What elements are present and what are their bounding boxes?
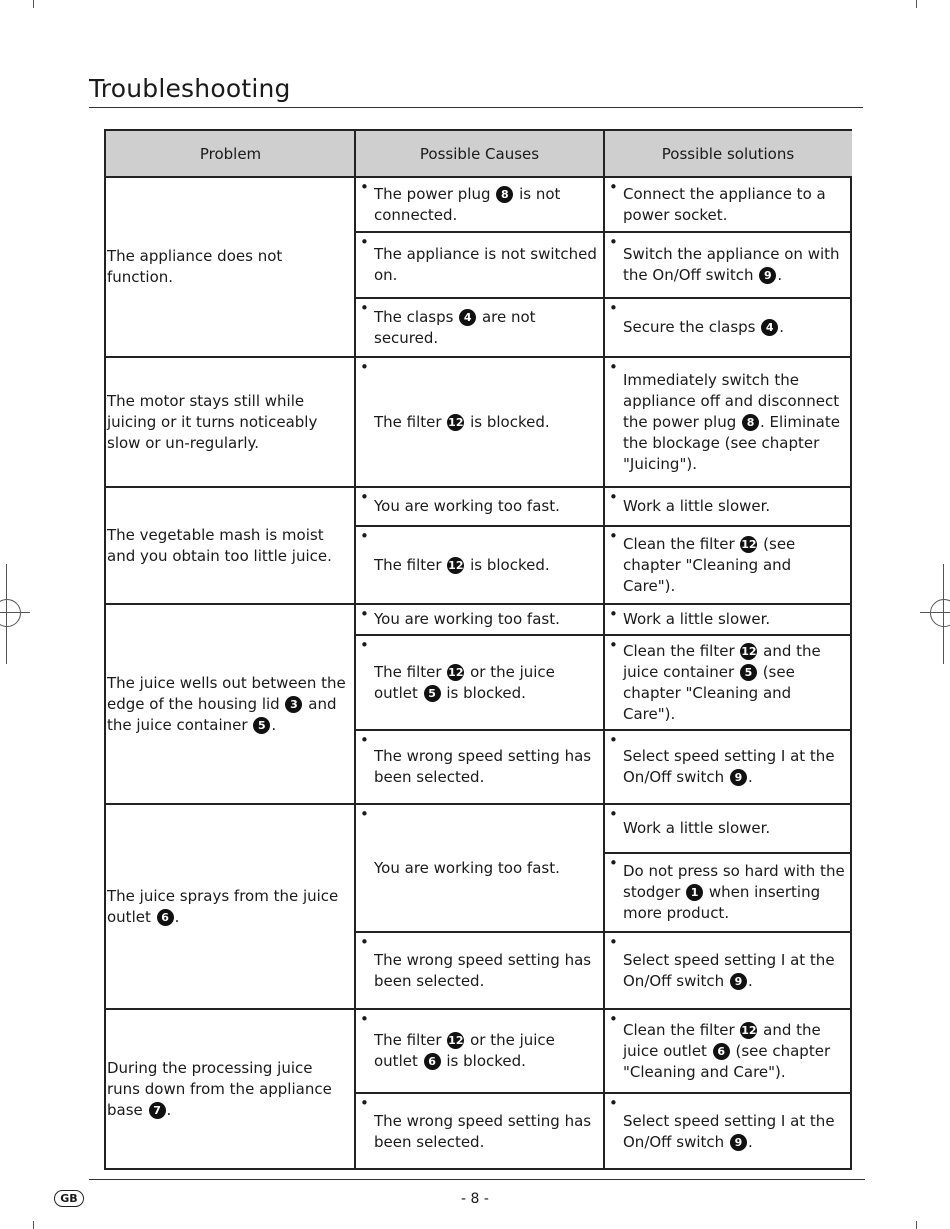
title-divider — [89, 107, 863, 108]
solution-cell — [605, 730, 852, 804]
problem-cell — [106, 357, 355, 487]
solution-text: Select speed setting I at the On/Off switch 9 . — [623, 1111, 835, 1151]
solution-cell — [605, 357, 852, 487]
bullet-icon: • — [609, 605, 618, 623]
solution-text: Clean the filter 12 and the juice outlet 6 (see chapter "Cleaning and Care"). — [623, 1020, 831, 1081]
problem-cell — [106, 804, 355, 1009]
page-number: - 8 - — [461, 1191, 489, 1207]
cause-cell — [356, 932, 604, 1009]
bullet-icon: • — [609, 805, 618, 823]
bullet-icon: • — [609, 731, 618, 749]
part-number-icon: 5 — [424, 685, 441, 702]
cause-text: The filter 12 is blocked. — [374, 412, 550, 431]
problem-cell — [106, 1009, 355, 1170]
header-possible-causes: Possible Causes — [355, 131, 604, 177]
bullet-icon: • — [609, 854, 618, 872]
solution-cell — [605, 804, 852, 853]
crop-mark — [33, 1221, 34, 1229]
bullet-icon: • — [360, 805, 369, 823]
solution-cell — [605, 853, 852, 932]
troubleshooting-table — [104, 129, 852, 1170]
part-number-icon: 12 — [448, 1034, 464, 1047]
part-number-icon: 1 — [686, 884, 703, 901]
crop-mark — [916, 0, 917, 8]
cause-cell — [356, 604, 604, 635]
cause-cell — [356, 357, 604, 487]
solution-text: Work a little slower. — [623, 819, 771, 837]
solution-cell — [605, 1009, 852, 1093]
bullet-icon: • — [360, 233, 369, 251]
bullet-icon: • — [609, 1094, 618, 1112]
bullet-icon: • — [360, 488, 369, 506]
bullet-icon: • — [609, 527, 618, 545]
bullet-icon: • — [360, 178, 369, 196]
part-number-icon: 5 — [253, 717, 270, 734]
cause-cell — [356, 232, 604, 298]
solution-text: Immediately switch the appliance off and disconnect the power plug 8 . Eliminate the blockage (see chapter "Juicing"). — [623, 370, 840, 473]
cause-text: You are working too fast. — [374, 497, 560, 515]
part-number-icon: 4 — [459, 309, 476, 326]
bullet-icon: • — [360, 358, 369, 376]
crop-mark — [33, 0, 34, 8]
solution-cell — [605, 1093, 852, 1170]
bullet-icon: • — [609, 178, 618, 196]
footer-divider — [89, 1179, 865, 1180]
cause-text: The filter 12 or the juice outlet 6 is blocked. — [374, 1031, 555, 1070]
part-number-icon: 12 — [741, 644, 757, 658]
part-number-icon: 4 — [761, 319, 778, 336]
solution-text: Work a little slower. — [623, 610, 771, 628]
crop-mark — [916, 1221, 917, 1229]
bullet-icon: • — [360, 1094, 369, 1112]
problem-text: The juice wells out between the edge of the housing lid 3 and the juice container 5 . — [107, 673, 346, 734]
header-possible-solutions: Possible solutions — [604, 131, 852, 177]
solution-text: Select speed setting I at the On/Off switch 9 . — [623, 747, 835, 786]
registration-mark-circle — [0, 599, 21, 627]
part-number-icon: 6 — [424, 1053, 441, 1070]
cause-text: You are working too fast. — [374, 858, 560, 877]
cause-text: The clasps 4 are not secured. — [374, 307, 536, 347]
bullet-icon: • — [609, 299, 618, 317]
bullet-icon: • — [360, 1010, 369, 1028]
cause-cell — [356, 1093, 604, 1170]
part-number-icon: 12 — [741, 1023, 757, 1037]
bullet-icon: • — [360, 527, 369, 545]
cause-cell — [356, 804, 604, 932]
part-number-icon: 9 — [759, 267, 776, 284]
bullet-icon: • — [360, 636, 369, 654]
bullet-icon: • — [609, 1010, 618, 1028]
problem-text: During the processing juice runs down from the appliance base 7 . — [107, 1059, 332, 1119]
problem-text: The appliance does not function. — [107, 247, 283, 286]
solution-cell — [605, 604, 852, 635]
part-number-icon: 12 — [448, 665, 464, 679]
bullet-icon: • — [360, 933, 369, 951]
part-number-icon: 8 — [742, 414, 759, 431]
solution-text: Switch the appliance on with the On/Off switch 9 . — [623, 245, 840, 284]
part-number-icon: 8 — [496, 186, 513, 203]
problem-cell — [106, 487, 355, 604]
cause-cell — [356, 1009, 604, 1093]
cause-cell — [356, 526, 604, 604]
bullet-icon: • — [609, 233, 618, 251]
cause-text: The wrong speed setting has been selected. — [374, 747, 592, 786]
part-number-icon: 9 — [730, 1134, 747, 1151]
solution-text: Clean the filter 12 and the juice container 5 (see chapter "Cleaning and Care"). — [623, 641, 821, 723]
problem-text: The vegetable mash is moist and you obtain too little juice. — [107, 525, 332, 565]
cause-text: The appliance is not switched on. — [374, 245, 597, 284]
solution-cell — [605, 298, 852, 357]
cause-text: The filter 12 or the juice outlet 5 is blocked. — [374, 662, 555, 702]
bullet-icon: • — [609, 488, 618, 506]
bullet-icon: • — [609, 358, 618, 376]
cause-cell — [356, 177, 604, 232]
cause-cell — [356, 635, 604, 730]
part-number-icon: 3 — [285, 696, 302, 713]
cause-cell — [356, 730, 604, 804]
solution-cell — [605, 932, 852, 1009]
part-number-icon: 7 — [149, 1102, 166, 1119]
cause-cell — [356, 298, 604, 357]
solution-text: Clean the filter 12 (see chapter "Cleaning and Care"). — [623, 534, 796, 595]
part-number-icon: 6 — [157, 909, 174, 926]
solution-cell — [605, 232, 852, 298]
part-number-icon: 12 — [448, 415, 464, 429]
part-number-icon: 12 — [448, 558, 464, 572]
cause-text: The filter 12 is blocked. — [374, 555, 550, 574]
solution-text: Do not press so hard with the stodger 1 when inserting more product. — [623, 862, 845, 922]
page-title: Troubleshooting — [89, 74, 291, 103]
part-number-icon: 9 — [730, 769, 747, 786]
cause-text: The power plug 8 is not connected. — [374, 184, 561, 224]
solution-cell — [605, 487, 852, 526]
bullet-icon: • — [609, 933, 618, 951]
problem-text: The motor stays still while juicing or it turns noticeably slow or un-regularly. — [107, 391, 318, 452]
bullet-icon: • — [360, 299, 369, 317]
problem-cell — [106, 604, 355, 804]
problem-text: The juice sprays from the juice outlet 6 . — [107, 886, 339, 926]
solution-text: Secure the clasps 4 . — [623, 318, 785, 336]
language-badge: GB — [54, 1190, 84, 1207]
part-number-icon: 12 — [741, 537, 757, 551]
header-problem: Problem — [106, 131, 355, 177]
problem-cell — [106, 177, 355, 357]
solution-text: Work a little slower. — [623, 497, 771, 515]
cause-text: The wrong speed setting has been selected. — [374, 950, 592, 990]
cause-cell — [356, 487, 604, 526]
solution-text: Select speed setting I at the On/Off switch 9 . — [623, 950, 835, 990]
cause-text: The wrong speed setting has been selected. — [374, 1111, 592, 1151]
part-number-icon: 5 — [740, 664, 757, 681]
part-number-icon: 9 — [730, 973, 747, 990]
bullet-icon: • — [609, 636, 618, 654]
bullet-icon: • — [360, 605, 369, 623]
solution-cell — [605, 526, 852, 604]
solution-cell — [605, 177, 852, 232]
solution-cell — [605, 635, 852, 730]
bullet-icon: • — [360, 731, 369, 749]
cause-text: You are working too fast. — [374, 610, 560, 628]
part-number-icon: 6 — [713, 1043, 730, 1060]
registration-mark-circle — [930, 599, 950, 627]
solution-text: Connect the appliance to a power socket. — [623, 184, 826, 224]
